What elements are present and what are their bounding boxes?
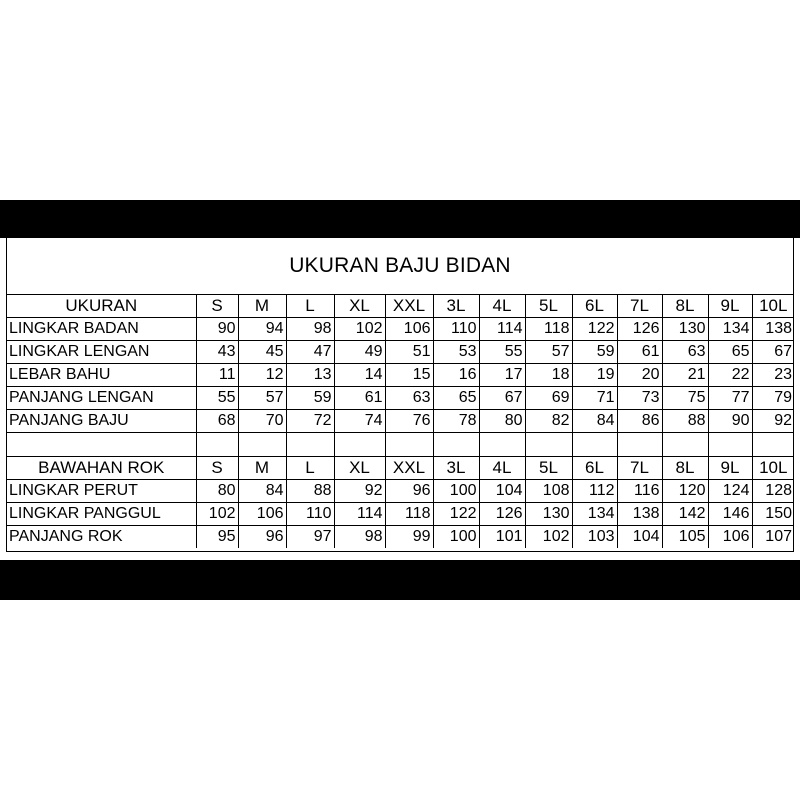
value-cell: 122 [433,503,479,526]
value-cell: 150 [752,503,794,526]
value-cell: 57 [238,387,286,410]
value-cell: 86 [617,410,662,433]
value-cell: 126 [617,318,662,341]
value-cell: 130 [662,318,708,341]
value-cell: 96 [238,526,286,549]
value-cell: 53 [433,341,479,364]
empty-cell [572,433,617,457]
value-cell: 142 [662,503,708,526]
size-header-cell: XL [334,295,385,318]
rok-header-label: BAWAHAN ROK [7,457,196,480]
value-cell: 23 [752,364,794,387]
value-cell: 82 [525,410,572,433]
value-cell: 102 [196,503,238,526]
value-cell: 110 [286,503,334,526]
table-row [7,503,794,526]
empty-cell [238,433,286,457]
value-cell: 104 [479,480,525,503]
value-cell: 59 [572,341,617,364]
spacer-row [7,433,794,457]
value-cell: 22 [708,364,752,387]
table-row [7,318,794,341]
value-cell: 138 [617,503,662,526]
size-header-cell: 8L [662,295,708,318]
table-row [7,387,794,410]
value-cell: 124 [708,480,752,503]
size-header-cell: XL [334,457,385,480]
value-cell: 79 [752,387,794,410]
value-cell: 47 [286,341,334,364]
value-cell: 77 [708,387,752,410]
value-cell: 88 [286,480,334,503]
size-header-cell: XXL [385,457,433,480]
value-cell: 67 [752,341,794,364]
size-header-cell: 10L [752,457,794,480]
value-cell: 107 [765,528,792,545]
empty-cell [617,433,662,457]
value-cell: 106 [385,318,433,341]
value-cell: 12 [238,364,286,387]
size-header-cell: 3L [433,457,479,480]
value-cell: 15 [385,364,433,387]
size-header-cell: 9L [708,295,752,318]
empty-cell [385,433,433,457]
chart-title: UKURAN BAJU BIDAN [7,238,793,295]
value-cell: 65 [433,387,479,410]
size-header-cell: M [238,457,286,480]
size-header-cell: L [286,457,334,480]
row-label: LINGKAR LENGAN [7,341,196,364]
size-header-cell: 7L [617,457,662,480]
value-cell: 14 [334,364,385,387]
value-cell: 116 [617,480,662,503]
value-cell: 65 [708,341,752,364]
size-header-cell: M [238,295,286,318]
value-cell: 72 [286,410,334,433]
value-cell: 78 [433,410,479,433]
empty-cell [662,433,708,457]
value-cell: 100 [433,526,479,549]
size-header-cell: 7L [617,295,662,318]
empty-cell [708,433,752,457]
value-cell: 57 [525,341,572,364]
empty-cell [479,433,525,457]
value-cell: 17 [479,364,525,387]
size-header-cell: S [196,295,238,318]
value-cell: 55 [196,387,238,410]
size-header-cell: 3L [433,295,479,318]
empty-cell [7,433,196,457]
value-cell: 110 [433,318,479,341]
rok-header-row [7,457,794,480]
value-cell: 73 [617,387,662,410]
value-cell: 118 [525,318,572,341]
value-cell: 90 [196,318,238,341]
size-header-cell: 9L [708,457,752,480]
size-header-cell: S [196,457,238,480]
value-cell: 101 [479,526,525,549]
value-cell: 61 [617,341,662,364]
value-cell: 20 [617,364,662,387]
value-cell: 105 [662,526,708,549]
size-header-cell: 5L [525,295,572,318]
value-cell: 69 [525,387,572,410]
value-cell: 80 [479,410,525,433]
value-cell: 13 [286,364,334,387]
value-cell: 51 [385,341,433,364]
size-chart [6,238,794,552]
empty-cell [286,433,334,457]
baju-header-row [7,295,794,318]
value-cell: 59 [286,387,334,410]
size-header-cell: XXL [385,295,433,318]
value-cell: 138 [752,318,794,341]
value-cell: 92 [334,480,385,503]
value-cell: 21 [662,364,708,387]
size-table [7,295,794,548]
value-cell: 98 [286,318,334,341]
value-cell: 84 [572,410,617,433]
value-cell: 97 [286,526,334,549]
empty-cell [525,433,572,457]
value-cell: 11 [196,364,238,387]
empty-cell [334,433,385,457]
value-cell: 88 [662,410,708,433]
size-header-cell: 4L [479,457,525,480]
value-cell: 112 [572,480,617,503]
value-cell: 126 [479,503,525,526]
value-cell: 43 [196,341,238,364]
value-cell: 106 [238,503,286,526]
size-header-cell: L [286,295,334,318]
value-cell: 74 [334,410,385,433]
value-cell: 114 [334,503,385,526]
size-header-cell: 6L [572,457,617,480]
row-label: PANJANG LENGAN [7,387,196,410]
value-cell: 114 [479,318,525,341]
value-cell: 84 [238,480,286,503]
value-cell: 118 [385,503,433,526]
table-row [7,410,794,433]
value-cell: 61 [334,387,385,410]
value-cell: 104 [617,526,662,549]
value-cell: 80 [196,480,238,503]
bottom-black-bar [0,560,800,600]
table-row [7,341,794,364]
value-cell: 120 [662,480,708,503]
value-cell: 68 [196,410,238,433]
value-cell: 71 [572,387,617,410]
value-cell: 45 [238,341,286,364]
value-cell: 130 [525,503,572,526]
value-cell: 134 [708,318,752,341]
value-cell: 55 [479,341,525,364]
table-row [7,364,794,387]
value-cell: 92 [752,410,794,433]
size-header-cell: 4L [479,295,525,318]
empty-cell [196,433,238,457]
value-cell: 95 [196,526,238,549]
value-cell: 102 [525,526,572,549]
value-cell: 67 [479,387,525,410]
value-cell: 49 [334,341,385,364]
table-row [7,526,794,549]
value-cell: 94 [238,318,286,341]
size-header-cell: 5L [525,457,572,480]
value-cell: 146 [708,503,752,526]
value-cell: 19 [572,364,617,387]
row-label: LINGKAR PERUT [7,480,196,503]
size-header-cell: 8L [662,457,708,480]
value-cell: 108 [525,480,572,503]
size-header-cell: 10L [752,295,794,318]
value-cell: 75 [662,387,708,410]
value-cell: 106 [708,526,752,549]
row-label: LINGKAR BADAN [7,318,196,341]
row-label: PANJANG ROK [7,526,196,549]
row-label: LINGKAR PANGGUL [7,503,196,526]
value-cell: 103 [572,526,617,549]
value-cell: 102 [334,318,385,341]
row-label: PANJANG BAJU [7,410,196,433]
row-label: LEBAR BAHU [7,364,196,387]
size-header-cell: 6L [572,295,617,318]
value-cell: 96 [385,480,433,503]
value-cell: 122 [572,318,617,341]
empty-cell [433,433,479,457]
value-cell: 100 [433,480,479,503]
value-cell: 134 [572,503,617,526]
value-cell: 99 [385,526,433,549]
value-cell: 90 [708,410,752,433]
empty-cell [752,433,794,457]
value-cell: 70 [238,410,286,433]
value-cell: 76 [385,410,433,433]
value-cell: 16 [433,364,479,387]
value-cell: 98 [334,526,385,549]
baju-header-label: UKURAN [7,295,196,318]
table-row [7,480,794,503]
value-cell: 128 [752,480,794,503]
value-cell: 18 [525,364,572,387]
value-cell: 63 [662,341,708,364]
top-black-bar [0,200,800,238]
value-cell: 63 [385,387,433,410]
